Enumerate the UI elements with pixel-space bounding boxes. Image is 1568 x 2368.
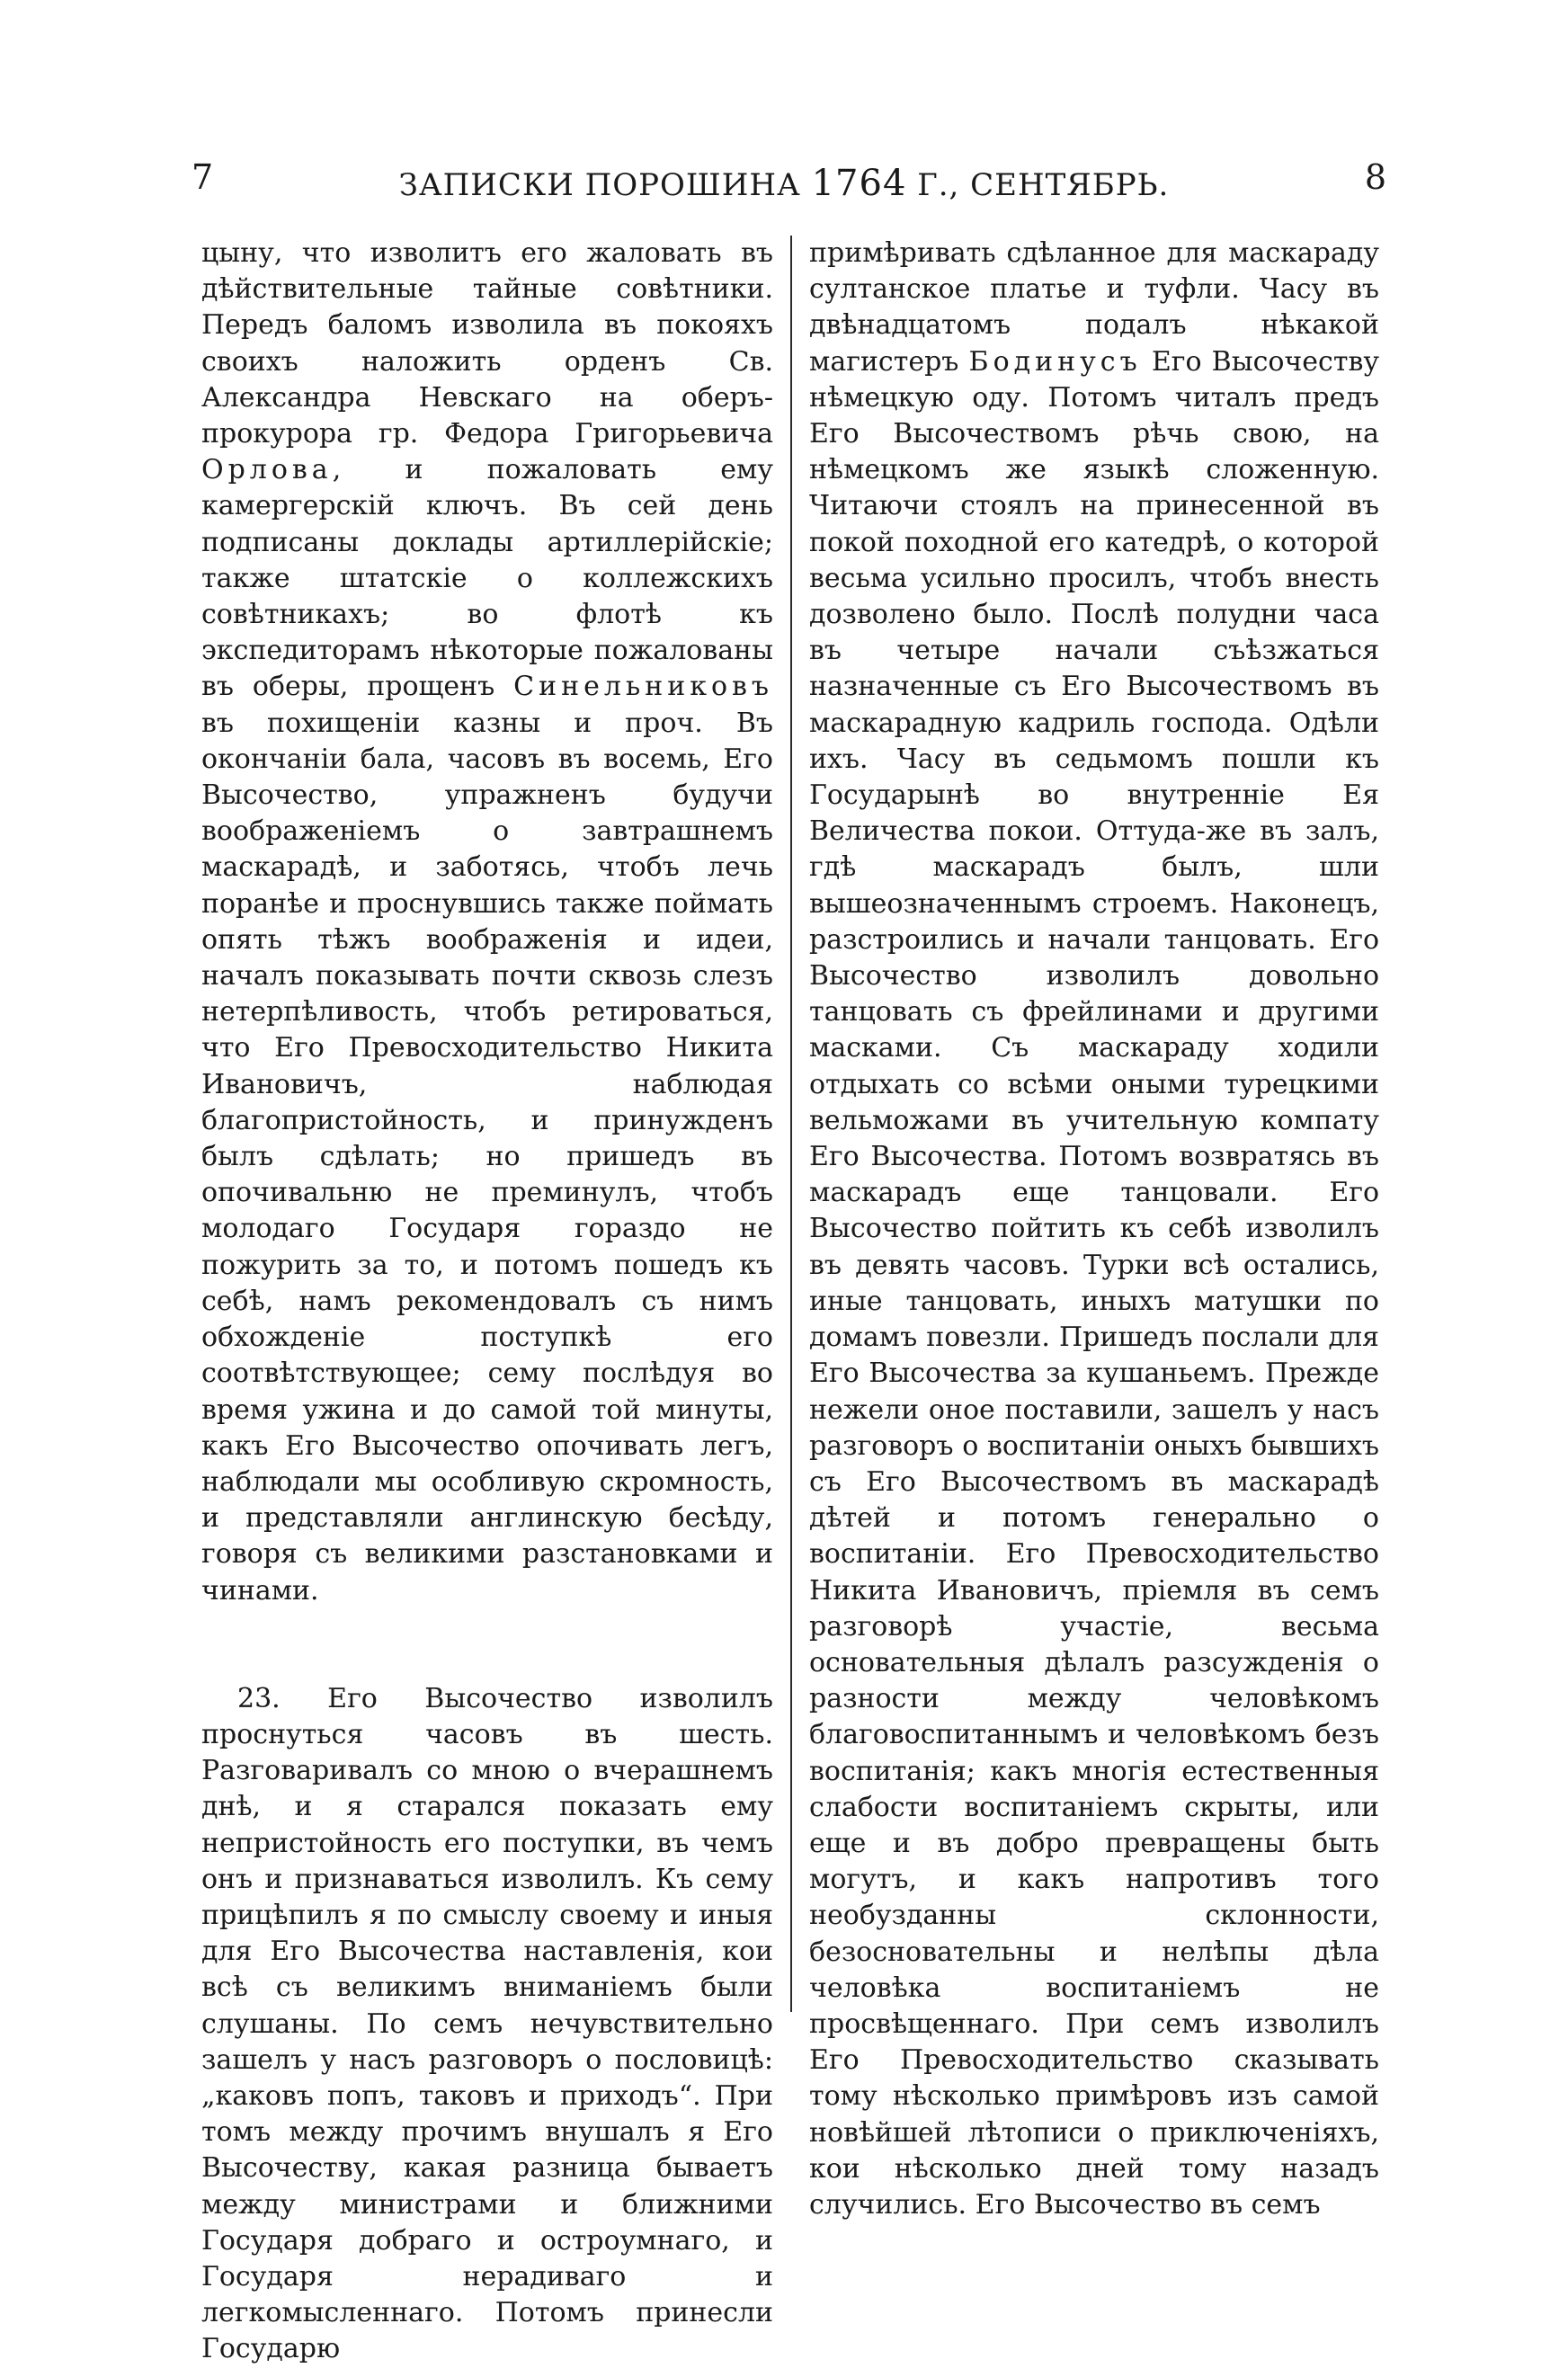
text-run: въ похищеніи казны и проч. Въ окончаніи бала, часовъ въ восемь, Его Высочество, упражненъ будучи воображеніемъ о завтрашнемъ маскарадѣ, и заботясь, чтобъ лечь поранѣе и проснувшись также поймать опять тѣжъ воображенія и идеи, началъ показывать почти сквозь слезъ нетерпѣливость, чтобъ ретироваться, что Его Превосходительство Никита Ивановичъ, наблюдая благопристойность, и принужденъ былъ сдѣлать; но пришедъ въ опочивальню не преминулъ, чтобъ молодаго Государя гораздо не пожурить за то, и потомъ пошедъ къ себѣ, намъ рекомендовалъ съ нимъ обхожденіе поступкѣ его соотвѣтствующее; сему послѣдуя во время ужина и до самой той минуты, какъ Его Высочество опочивать легъ, наблюдали мы особливую скромность, и представляли англинскую бесѣду, говоря съ великими разстановками и чинами. — [201, 707, 773, 1607]
running-head-month: Г., СЕНТЯБРЬ. — [906, 167, 1170, 203]
spaced-name: Синельниковъ — [513, 671, 773, 703]
text-run: Его Высочеству нѣмецкую оду. Потомъ читалъ предъ Его Высочествомъ рѣчь свою, на нѣмецкомъ же языкѣ сложенную. Читаючи стоялъ на принесенной въ покой походной его катедрѣ, о которой весьма усильно просилъ, чтобъ внесть дозволено было. Послѣ полудни часа въ четыре начали съѣзжаться назначенные съ Его Высочествомъ въ маскарадную кадриль господа. Одѣли ихъ. Часу въ седьмомъ пошли къ Государынѣ во внутренніе Ея Величества покои. Оттуда-же въ залъ, гдѣ маскарадъ былъ, шли вышеозначеннымъ строемъ. Наконецъ, разстроились и начали танцовать. Его Высочество изволилъ довольно танцовать съ фрейлинами и другими масками. Съ маскараду ходили отдыхать со всѣми оными турецкими вельможами въ учительную компату Его Высочества. Потомъ возвратясь въ маскарадъ еще танцовали. Его Высочество пойтить къ себѣ изволилъ въ девять часовъ. Турки всѣ остались, иные танцовать, иныхъ матушки по домамъ повезли. Пришедъ послали для Его Высочества за кушаньемъ. Прежде нежели оное поставили, зашелъ у насъ разговоръ о воспитаніи оныхъ бывшихъ съ Его Высочествомъ въ маскарадѣ дѣтей и потомъ генерально о воспитаніи. Его Превосходительство Никита Ивановичъ, пріемля въ семъ разговорѣ участіе, весьма основательныя дѣлалъ разсужденія о разности между человѣкомъ благовоспитаннымъ и человѣкомъ безъ воспитанія; какъ многія естественныя слабости воспитаніемъ скрыты, или еще и въ добро превращены быть могутъ, и какъ напротивъ того необузданны склонности, безосновательны и нелѣпы дѣла человѣка воспитаніемъ не просвѣщеннаго. При семъ изволилъ Его Превосходительство сказывать тому нѣсколько примѣровъ изъ самой новѣйшей лѣтописи о приключеніяхъ, кои нѣсколько дней тому назадъ случились. Его Высочество въ семъ — [809, 345, 1379, 2221]
left-column — [201, 236, 773, 2368]
left-paragraph-2: 23. Его Высочество изволилъ проснуться часовъ въ шесть. Разговаривалъ со мною о вчерашнемъ днѣ, и я старался показать ему непристойность его поступки, въ чемъ онъ и признаваться изволилъ. Къ сему прицѣпилъ я по смыслу своему и иныя для Его Высочества наставленія, кои всѣ съ великимъ вниманіемъ были слушаны. По семъ нечувствительно зашелъ у насъ разговоръ о пословицѣ: „каковъ попъ, таковъ и приходъ“. При томъ между прочимъ внушалъ я Его Высочеству, какая разница бываетъ между министрами и ближними Государя добраго и остроумнаго, и Государя нерадиваго и легкомысленнаго. Потомъ принесли Государю — [201, 1682, 773, 2365]
right-column — [809, 236, 1379, 2223]
right-paragraph-1 — [809, 236, 1379, 2223]
spaced-name: Бодинусъ — [968, 345, 1142, 378]
text-run: , и пожаловать ему камергерскій ключъ. Въ сей день подписаны доклады артиллерійскіе; также штатскіе о коллежскихъ совѣтникахъ; во флотѣ къ экспедиторамъ нѣкоторые пожалованы въ оберы, прощенъ — [201, 454, 773, 703]
text-run: цыну, что изволитъ его жаловать въ дѣйствительные тайные совѣтники. Передъ баломъ изволила въ покояхъ своихъ наложить орденъ Св. Александра Невскаго на оберъ-прокурора гр. Федора Григорьевича — [201, 237, 773, 450]
running-head-year: 1764 — [811, 163, 907, 204]
page-number-left: 7 — [192, 157, 214, 197]
running-head-title: ЗАПИСКИ ПОРОШИНА — [398, 167, 812, 203]
column-divider — [790, 236, 792, 2012]
text-run: примѣривать сдѣланное для маскараду султанское платье и туфли. Часу въ двѣнадцатомъ подалъ нѣкакой магистеръ — [809, 237, 1379, 378]
page-number-right: 8 — [1364, 157, 1386, 197]
left-paragraph-1 — [201, 236, 773, 1609]
running-head — [0, 163, 1568, 204]
spaced-name: Орлова — [201, 454, 333, 486]
